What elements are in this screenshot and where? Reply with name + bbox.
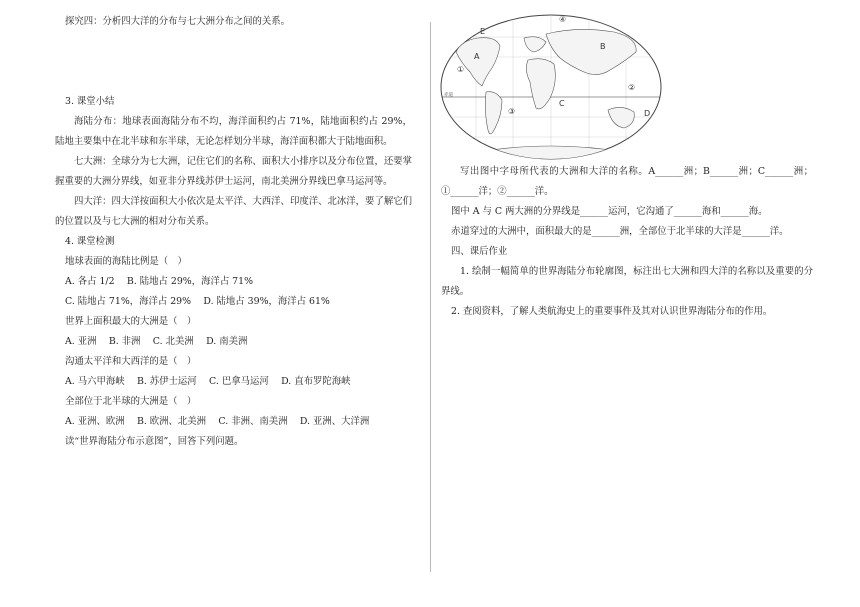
continents-summary: 七大洲：全球分为七大洲，记住它们的名称、面积大小排序以及分布位置，还要掌握重要的大洲分界线，如亚非分界线苏伊士运河，南北美洲分界线巴拿马运河等。 [55, 156, 412, 187]
oceans-summary: 四大洋：四大洋按面积大小依次是太平洋、大西洋、印度洋、北冰洋，要了解它们的位置以及与七大洲的相对分布关系。 [55, 196, 412, 227]
map-question-fill-2: 图中 A 与 C 两大洲的分界线是______运河，它沟通了______海和______海。 [451, 206, 768, 217]
check-heading: 4. 课堂检测 [65, 236, 115, 247]
question-5: 读“世界海陆分布示意图”，回答下列问题。 [65, 436, 244, 447]
question-3-options: A. 马六甲海峡 B. 苏伊士运河 C. 巴拿马运河 D. 直布罗陀海峡 [65, 376, 351, 387]
map-label-b: B [600, 42, 606, 51]
question-4-options: A. 亚洲、欧洲 B. 欧洲、北美洲 C. 非洲、南美洲 D. 亚洲、大洋洲 [65, 416, 370, 427]
column-divider [430, 22, 431, 572]
world-map-figure [438, 12, 664, 162]
question-1-options-row2: C. 陆地占 71%，海洋占 29% D. 陆地占 39%，海洋占 61% [65, 296, 330, 307]
summary-heading: 3. 课堂小结 [65, 96, 115, 107]
explore-four-task: 探究四：分析四大洋的分布与七大洲分布之间的关系。 [65, 16, 291, 27]
question-2: 世界上面积最大的大洲是（ ） [65, 316, 197, 327]
question-4: 全部位于北半球的大洲是（ ） [65, 396, 197, 407]
map-label-e: E [480, 27, 486, 36]
map-label-d: D [644, 109, 651, 118]
map-label-c: C [559, 99, 565, 108]
left-column [55, 12, 412, 452]
question-3: 沟通太平洋和大西洋的是（ ） [65, 356, 197, 367]
world-sea-land-map [438, 12, 664, 162]
map-label-a: A [474, 52, 480, 61]
map-question-fill-1: 写出图中字母所代表的大洲和大洋的名称。A______洲；B______洲；C______洲；①______洋；②______洋。 [441, 166, 813, 197]
question-2-options: A. 亚洲 B. 非洲 C. 北美洲 D. 南美洲 [65, 336, 248, 347]
question-1-options-row1: A. 各占 1/2 B. 陆地占 29%，海洋占 71% [65, 276, 254, 287]
homework-item-1: 1. 绘制一幅简单的世界海陆分布轮廓图，标注出七大洲和四大洋的名称以及重要的分界线。 [441, 266, 813, 297]
homework-item-2: 2. 查阅资料，了解人类航海史上的重要事件及其对认识世界海陆分布的作用。 [451, 306, 773, 317]
right-column [441, 162, 813, 322]
map-label-ocean-1: ① [457, 65, 465, 74]
map-label-ocean-2: ② [628, 83, 636, 92]
sea-land-summary: 海陆分布：地球表面海陆分布不均，海洋面积约占 71%，陆地面积约占 29%，陆地主要集中在北半球和东半球，无论怎样划分半球，海洋面积都大于陆地面积。 [55, 116, 412, 147]
map-question-fill-3: 赤道穿过的大洲中，面积最大的是______洲，全部位于北半球的大洋是______洋。 [451, 226, 789, 237]
homework-heading: 四、课后作业 [451, 246, 508, 257]
map-label-ocean-3: ③ [508, 107, 516, 116]
map-label-equator: 赤道 [444, 93, 453, 98]
map-label-ocean-4: ④ [559, 15, 567, 24]
question-1: 地球表面的海陆比例是（ ） [65, 256, 187, 267]
